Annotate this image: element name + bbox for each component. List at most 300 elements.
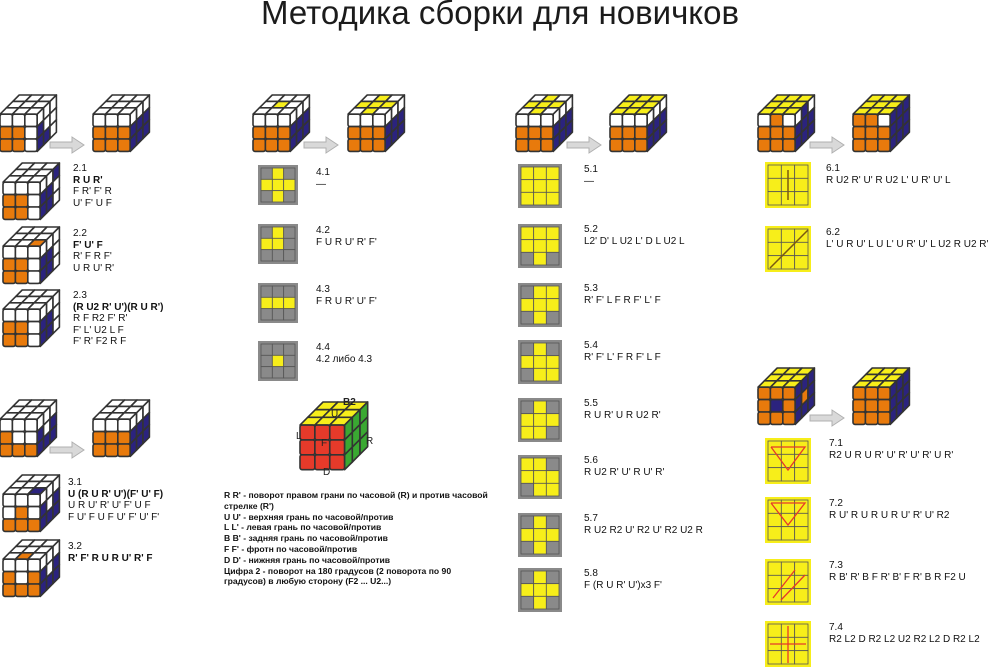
cube-sticker — [783, 127, 795, 139]
face-cell — [781, 454, 794, 467]
cube-sticker — [25, 419, 37, 431]
cube-sticker — [28, 519, 40, 531]
cube-sticker — [105, 139, 117, 151]
cube-icon — [348, 95, 404, 151]
face-cell — [768, 165, 781, 178]
cube-sticker — [3, 207, 15, 219]
cube-sticker — [12, 127, 24, 139]
case-3-2: 3.2 R' F' R U R U' R' F — [68, 541, 153, 564]
face-diagram — [518, 513, 562, 557]
cube-sticker — [105, 114, 117, 126]
case-2-3: 2.3 (R U2 R' U')(R U R') R F R2 F' R' F' L' U2 L F F' R' F2 R F — [73, 290, 164, 347]
cube-sticker — [105, 127, 117, 139]
cube-sticker — [300, 425, 315, 440]
case-5-3: 5.3 R' F' L F R F' L' F — [584, 283, 661, 306]
cube-sticker — [330, 440, 345, 455]
cube-sticker — [528, 139, 540, 151]
cube-sticker — [253, 139, 265, 151]
face-cell — [534, 356, 547, 369]
cube-sticker — [878, 412, 890, 424]
cube-sticker — [3, 322, 15, 334]
face-diagram — [518, 398, 562, 442]
cube-sticker — [28, 572, 40, 584]
cube-sticker — [770, 114, 782, 126]
cube-sticker — [3, 182, 15, 194]
cube-icon — [253, 95, 309, 151]
cube-sticker — [610, 114, 622, 126]
face-cell — [781, 441, 794, 454]
face-cell — [795, 192, 808, 205]
face-cell — [781, 589, 794, 602]
face-cell — [546, 571, 559, 584]
cube-sticker — [25, 139, 37, 151]
cube-sticker — [12, 114, 24, 126]
face-cell — [534, 426, 547, 439]
face-cell — [521, 401, 534, 414]
cube-sticker — [15, 271, 27, 283]
cube-sticker — [3, 334, 15, 346]
cube-sticker — [3, 246, 15, 258]
face-cell — [261, 191, 272, 202]
cube-sticker — [330, 425, 345, 440]
face-cell — [284, 227, 295, 238]
right-arrow-icon — [50, 137, 84, 153]
face-diagram — [765, 438, 811, 484]
cube-sticker — [853, 127, 865, 139]
face-cell — [534, 483, 547, 496]
cube-sticker — [118, 444, 130, 456]
cube-sticker — [28, 507, 40, 519]
face-cell — [284, 286, 295, 297]
cube-sticker — [770, 139, 782, 151]
cube-icon — [3, 227, 59, 283]
cube-sticker — [118, 432, 130, 444]
cube-sticker — [853, 412, 865, 424]
case-4-4: 4.4 4.2 либо 4.3 — [316, 342, 373, 365]
cube-sticker — [516, 127, 528, 139]
cube-sticker — [360, 114, 372, 126]
face-cell — [768, 562, 781, 575]
cube-sticker — [253, 127, 265, 139]
notation-label-front: F — [321, 438, 328, 449]
cube-sticker — [865, 412, 877, 424]
right-arrow-icon — [50, 442, 84, 458]
cube-sticker — [3, 195, 15, 207]
cube-sticker — [330, 455, 345, 470]
cube-icon — [758, 95, 814, 151]
face-cell — [272, 286, 283, 297]
face-cell — [781, 229, 794, 242]
cube-sticker — [28, 259, 40, 271]
cube-sticker — [0, 114, 12, 126]
case-7-4: 7.4 R2 L2 D R2 L2 U2 R2 L2 D R2 L2 — [829, 622, 980, 645]
face-diagram — [518, 164, 562, 208]
face-diagram — [518, 455, 562, 499]
face-cell — [546, 584, 559, 597]
case-5-8: 5.8 F (R U R' U')x3 F' — [584, 568, 662, 591]
cube-icon — [853, 95, 909, 151]
face-cell — [272, 297, 283, 308]
cube-sticker — [373, 139, 385, 151]
cube-sticker — [360, 139, 372, 151]
face-cell — [795, 589, 808, 602]
face-cell — [795, 454, 808, 467]
cube-sticker — [373, 127, 385, 139]
case-3-1: 3.1 U (R U R' U')(F' U' F) U R U' R' U' F' U F F U' F U F U' F' U' F' — [68, 477, 164, 523]
cube-sticker — [348, 127, 360, 139]
face-cell — [521, 471, 534, 484]
face-cell — [521, 167, 534, 180]
face-cell — [521, 180, 534, 193]
face-cell — [546, 414, 559, 427]
case-5-6: 5.6 R U2 R' U' R U' R' — [584, 455, 665, 478]
cube-sticker — [373, 114, 385, 126]
right-arrow-icon — [304, 137, 338, 153]
face-cell — [284, 309, 295, 320]
face-cell — [284, 238, 295, 249]
face-cell — [534, 299, 547, 312]
face-cell — [272, 191, 283, 202]
cube-sticker — [265, 139, 277, 151]
face-cell — [795, 513, 808, 526]
cube-sticker — [878, 114, 890, 126]
cube-sticker — [28, 559, 40, 571]
face-cell — [546, 483, 559, 496]
cube-sticker — [15, 182, 27, 194]
face-cell — [272, 344, 283, 355]
face-cell — [534, 252, 547, 265]
face-cell — [272, 179, 283, 190]
face-cell — [521, 343, 534, 356]
face-cell — [521, 252, 534, 265]
face-cell — [546, 471, 559, 484]
face-cell — [795, 562, 808, 575]
face-cell — [261, 344, 272, 355]
cube-sticker — [865, 139, 877, 151]
face-cell — [768, 500, 781, 513]
face-cell — [284, 367, 295, 378]
face-cell — [261, 297, 272, 308]
face-cell — [795, 242, 808, 255]
face-cell — [521, 483, 534, 496]
cube-sticker — [528, 114, 540, 126]
case-5-1: 5.1 — — [584, 164, 598, 187]
face-cell — [781, 256, 794, 269]
face-cell — [546, 299, 559, 312]
case-7-3: 7.3 R B' R' B F R' B' F R' B R F2 U — [829, 560, 966, 583]
cube-sticker — [3, 519, 15, 531]
cube-sticker — [541, 114, 553, 126]
notation-label-up: U — [331, 409, 339, 420]
face-diagram — [258, 165, 298, 205]
cube-sticker — [15, 494, 27, 506]
face-cell — [768, 513, 781, 526]
case-4-3: 4.3 F R U R' U' F' — [316, 284, 377, 307]
right-arrow-icon — [810, 137, 844, 153]
cube-sticker — [265, 127, 277, 139]
cube-sticker — [265, 114, 277, 126]
cube-sticker — [300, 440, 315, 455]
cube-sticker — [348, 139, 360, 151]
cube-sticker — [622, 114, 634, 126]
case-5-4: 5.4 R' F' L' F R F' L F — [584, 340, 661, 363]
legend-line: D D' - нижняя грань по часовой/против — [224, 554, 391, 565]
face-cell — [534, 343, 547, 356]
cube-sticker — [635, 127, 647, 139]
cube-sticker — [105, 419, 117, 431]
cube-sticker — [758, 114, 770, 126]
cube-icon — [3, 540, 59, 596]
face-cell — [272, 227, 283, 238]
face-cell — [546, 343, 559, 356]
face-cell — [521, 240, 534, 253]
cube-icon — [93, 400, 149, 456]
face-cell — [284, 355, 295, 366]
cube-sticker — [3, 271, 15, 283]
cube-sticker — [635, 114, 647, 126]
cube-sticker — [278, 114, 290, 126]
face-cell — [795, 500, 808, 513]
cube-icon — [853, 368, 909, 424]
face-cell — [546, 227, 559, 240]
face-cell — [521, 286, 534, 299]
legend-line: R R' - поворот правом грани по часовой (R) и против часовой стрелке (R') — [224, 490, 488, 511]
face-diagram — [518, 224, 562, 268]
cube-sticker — [15, 519, 27, 531]
cube-sticker — [15, 334, 27, 346]
cube-icon — [3, 290, 59, 346]
face-cell — [534, 240, 547, 253]
face-cell — [521, 571, 534, 584]
face-cell — [272, 168, 283, 179]
cube-sticker — [0, 444, 12, 456]
face-cell — [546, 596, 559, 609]
face-cell — [795, 178, 808, 191]
cube-sticker — [635, 139, 647, 151]
cube-sticker — [783, 114, 795, 126]
face-cell — [521, 311, 534, 324]
case-5-5: 5.5 R U R' U R U2 R' — [584, 398, 661, 421]
face-cell — [768, 575, 781, 588]
face-cell — [534, 311, 547, 324]
cube-sticker — [12, 444, 24, 456]
cube-sticker — [25, 114, 37, 126]
face-cell — [546, 426, 559, 439]
face-cell — [521, 426, 534, 439]
cube-sticker — [0, 139, 12, 151]
cube-sticker — [3, 309, 15, 321]
cube-icon — [0, 400, 56, 456]
cube-sticker — [28, 309, 40, 321]
cube-sticker — [25, 127, 37, 139]
cube-sticker — [15, 507, 27, 519]
face-cell — [261, 367, 272, 378]
face-cell — [272, 367, 283, 378]
face-cell — [795, 575, 808, 588]
cube-sticker — [15, 207, 27, 219]
cube-sticker — [865, 127, 877, 139]
cube-sticker — [93, 139, 105, 151]
face-cell — [534, 529, 547, 542]
cube-sticker — [28, 334, 40, 346]
face-cell — [546, 252, 559, 265]
face-cell — [534, 286, 547, 299]
cube-sticker — [878, 139, 890, 151]
cube-sticker — [878, 127, 890, 139]
page-title: Методика сборки для новичков — [261, 0, 739, 31]
face-cell — [521, 529, 534, 542]
legend-line: F F' - фротн по часовой/против — [224, 543, 358, 554]
cube-sticker — [758, 127, 770, 139]
cube-sticker — [878, 387, 890, 399]
cube-icon — [516, 95, 572, 151]
face-cell — [261, 286, 272, 297]
case-2-1: 2.1 R U R' F R' F' R U' F' U F — [73, 163, 112, 209]
case-6-2: 6.2 L' U R U' L U L' U R' U' L U2 R U2 R' — [826, 227, 989, 250]
face-cell — [534, 414, 547, 427]
case-2-2: 2.2 F' U' F R' F R F' U R U' R' — [73, 228, 115, 274]
face-cell — [261, 227, 272, 238]
face-diagram — [258, 341, 298, 381]
face-cell — [534, 227, 547, 240]
face-cell — [546, 368, 559, 381]
cube-sticker — [528, 127, 540, 139]
face-cell — [546, 401, 559, 414]
cube-sticker — [15, 322, 27, 334]
right-arrow-icon — [810, 410, 844, 426]
face-cell — [521, 458, 534, 471]
case-7-1: 7.1 R2 U R U R' U' R' U' R' U R' — [829, 438, 954, 461]
cube-sticker — [28, 271, 40, 283]
face-cell — [284, 191, 295, 202]
cube-sticker — [15, 572, 27, 584]
face-cell — [546, 167, 559, 180]
cube-sticker — [541, 127, 553, 139]
cube-sticker — [93, 114, 105, 126]
face-cell — [768, 651, 781, 664]
face-cell — [768, 527, 781, 540]
cube-sticker — [28, 584, 40, 596]
cube-sticker — [853, 400, 865, 412]
face-diagram — [518, 568, 562, 612]
cube-sticker — [0, 432, 12, 444]
face-cell — [546, 541, 559, 554]
cube-sticker — [15, 195, 27, 207]
cube-sticker — [15, 259, 27, 271]
cube-sticker — [28, 246, 40, 258]
face-cell — [768, 178, 781, 191]
cube-sticker — [770, 127, 782, 139]
cube-sticker — [105, 444, 117, 456]
face-cell — [534, 571, 547, 584]
face-cell — [272, 250, 283, 261]
face-cell — [795, 624, 808, 637]
face-diagram — [518, 283, 562, 327]
face-cell — [546, 240, 559, 253]
face-cell — [546, 192, 559, 205]
face-cell — [521, 356, 534, 369]
face-cell — [272, 238, 283, 249]
cube-sticker — [105, 432, 117, 444]
face-cell — [534, 192, 547, 205]
cube-sticker — [758, 139, 770, 151]
cube-sticker — [3, 507, 15, 519]
face-cell — [261, 250, 272, 261]
cube-sticker — [758, 400, 770, 412]
cube-sticker — [622, 127, 634, 139]
notation-label-right: R — [366, 436, 374, 447]
face-cell — [795, 651, 808, 664]
cube-icon — [0, 95, 56, 151]
notation-label-left: L — [296, 431, 302, 442]
face-cell — [546, 311, 559, 324]
cube-sticker — [93, 444, 105, 456]
cube-sticker — [0, 127, 12, 139]
cube-sticker — [93, 432, 105, 444]
cube-sticker — [783, 400, 795, 412]
case-4-1: 4.1 — — [316, 167, 330, 190]
face-cell — [546, 516, 559, 529]
cube-sticker — [253, 114, 265, 126]
face-cell — [795, 165, 808, 178]
face-cell — [534, 516, 547, 529]
face-cell — [521, 414, 534, 427]
cube-sticker — [622, 139, 634, 151]
face-diagram — [258, 283, 298, 323]
cube-sticker — [118, 419, 130, 431]
face-cell — [521, 227, 534, 240]
cube-sticker — [783, 139, 795, 151]
case-4-2: 4.2 F U R U' R' F' — [316, 225, 377, 248]
face-cell — [521, 584, 534, 597]
cube-sticker — [118, 114, 130, 126]
face-cell — [534, 584, 547, 597]
cube-sticker — [3, 259, 15, 271]
face-cell — [521, 299, 534, 312]
face-cell — [534, 401, 547, 414]
cube-sticker — [118, 127, 130, 139]
cube-sticker — [118, 139, 130, 151]
face-cell — [795, 527, 808, 540]
face-cell — [521, 541, 534, 554]
notation-label-back: B2 — [343, 397, 356, 408]
face-cell — [768, 468, 781, 481]
cube-sticker — [15, 246, 27, 258]
face-cell — [534, 596, 547, 609]
cube-sticker — [865, 387, 877, 399]
cube-sticker — [3, 494, 15, 506]
legend-line: B B' - задняя грань по часовой/против — [224, 533, 388, 544]
case-5-2: 5.2 L2' D' L U2 L' D L U2 L — [584, 224, 685, 247]
face-cell — [284, 179, 295, 190]
case-5-7: 5.7 R U2 R2 U' R2 U' R2 U2 R — [584, 513, 703, 536]
cube-icon — [3, 475, 59, 531]
notation-label-down: D — [323, 467, 331, 478]
face-cell — [781, 500, 794, 513]
face-cell — [795, 256, 808, 269]
face-cell — [272, 355, 283, 366]
cube-sticker — [878, 400, 890, 412]
cube-sticker — [300, 455, 315, 470]
face-cell — [534, 541, 547, 554]
cube-sticker — [758, 387, 770, 399]
cube-sticker — [770, 412, 782, 424]
cube-sticker — [610, 139, 622, 151]
cube-icon — [610, 95, 666, 151]
face-cell — [546, 286, 559, 299]
cube-sticker — [12, 419, 24, 431]
cube-sticker — [853, 139, 865, 151]
